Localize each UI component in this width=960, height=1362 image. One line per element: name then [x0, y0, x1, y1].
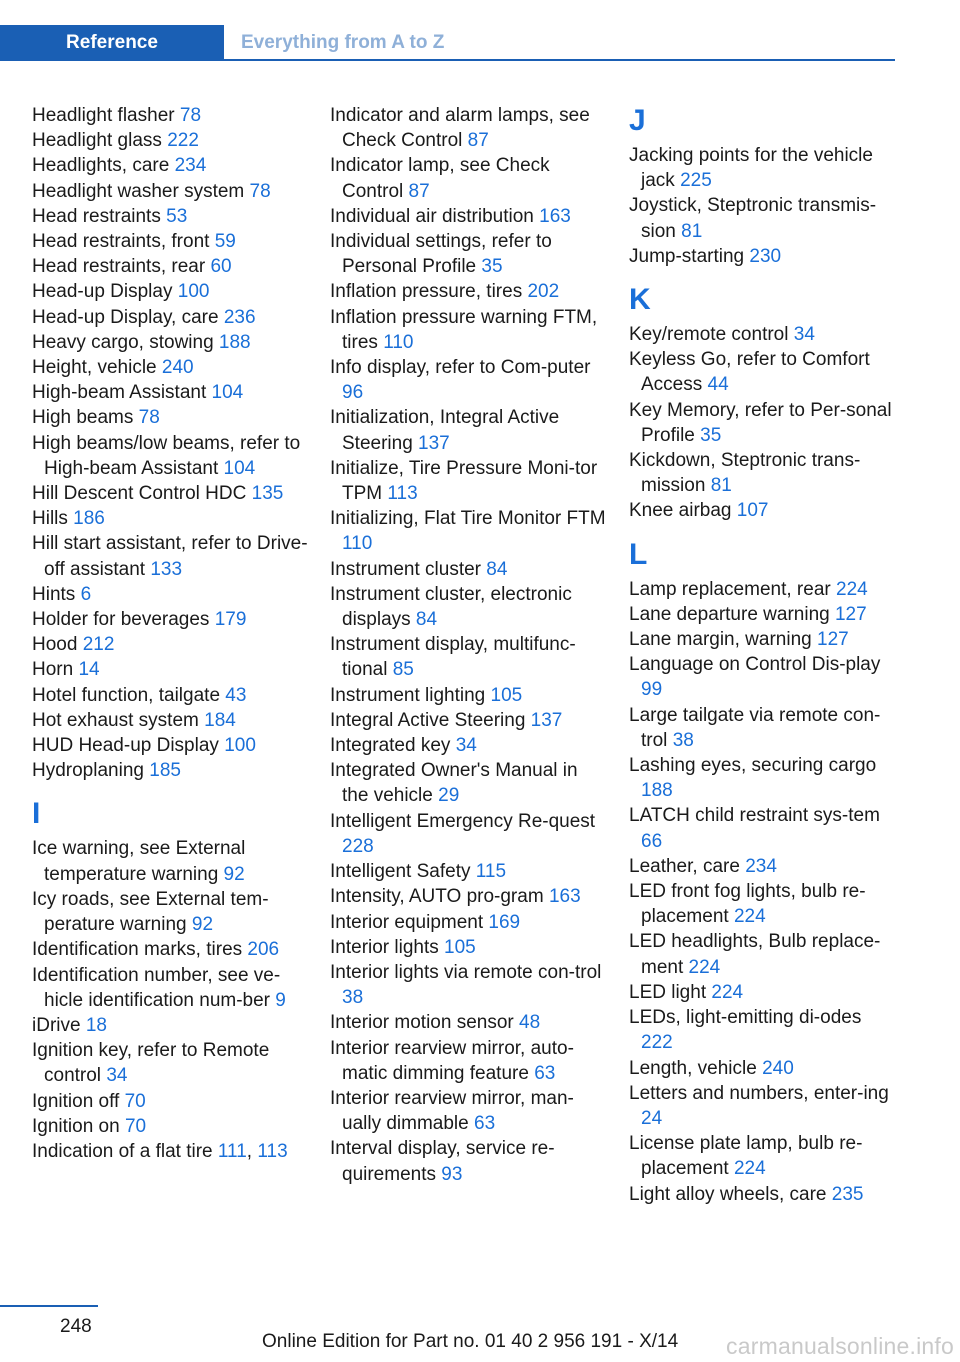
entry-term: HUD Head-up Display	[32, 735, 225, 757]
entry-term: Initialize, Tire Pressure Moni‐tor TPM	[330, 457, 598, 505]
page-link[interactable]: 137	[530, 709, 563, 731]
index-entry	[629, 929, 897, 979]
index-entry	[32, 330, 310, 355]
page-link[interactable]: 206	[247, 939, 280, 961]
watermark: carmanualsonline.info	[726, 1333, 954, 1359]
page-link[interactable]: 34	[455, 735, 477, 757]
page-link[interactable]: 188	[641, 780, 673, 802]
index-entry	[32, 1089, 310, 1114]
page-link[interactable]: 14	[78, 659, 100, 681]
page-link[interactable]: 34	[106, 1065, 128, 1087]
page-link[interactable]: 234	[174, 155, 207, 177]
page-link[interactable]: 66	[641, 830, 663, 852]
page-link[interactable]: 78	[249, 180, 271, 202]
entry-term: Heavy cargo, stowing	[32, 331, 219, 353]
index-entry	[32, 380, 310, 405]
index-entry	[629, 244, 897, 269]
entry-term: Head restraints, front	[32, 231, 215, 253]
entry-term: LED light	[629, 981, 712, 1003]
index-entry	[629, 143, 897, 193]
page-link[interactable]: 104	[223, 457, 256, 479]
entry-term: Identification marks, tires	[32, 939, 248, 961]
page-link[interactable]: 43	[225, 684, 247, 706]
page-link[interactable]: 127	[834, 603, 867, 625]
page-link[interactable]: 222	[167, 130, 199, 152]
page-link[interactable]: 202	[527, 281, 560, 303]
entry-term: Keyless Go, refer to Comfort Access	[629, 349, 870, 396]
index-entry	[32, 708, 310, 733]
entry-term: Indication of a flat tire	[32, 1140, 218, 1162]
page-link[interactable]: 225	[680, 170, 712, 192]
index-entry	[330, 809, 608, 859]
page-header	[0, 25, 895, 61]
page-link[interactable]: 212	[82, 634, 115, 656]
index-entry	[32, 657, 310, 682]
index-entry	[330, 632, 608, 682]
index-entry	[330, 103, 608, 153]
entry-term: High beams	[32, 407, 139, 429]
entry-term: Head restraints	[32, 205, 167, 227]
index-column-1	[32, 103, 310, 1164]
page-link[interactable]: 235	[831, 1183, 864, 1205]
entry-term: Hotel function, tailgate	[32, 684, 226, 706]
page-link[interactable]: 84	[486, 558, 508, 580]
page-link[interactable]: 96	[342, 382, 364, 404]
entry-term: Interior motion sensor	[330, 1012, 520, 1034]
section-breadcrumb[interactable]: Everything from A to Z	[241, 32, 445, 53]
index-entry	[330, 279, 608, 304]
page-link[interactable]: 100	[224, 735, 256, 757]
index-entry	[330, 582, 608, 632]
page-link[interactable]: 113	[257, 1140, 288, 1162]
page-link[interactable]: 85	[392, 659, 414, 681]
index-entry	[32, 632, 310, 657]
page-link[interactable]: 111	[217, 1140, 247, 1162]
entry-term: Individual air distribution	[330, 205, 540, 227]
index-entry	[32, 204, 310, 229]
page-link[interactable]: 224	[733, 906, 766, 928]
entry-term: Hill Descent Control HDC	[32, 483, 252, 505]
index-entry	[330, 557, 608, 582]
page-link[interactable]: 133	[150, 558, 183, 580]
page-link[interactable]: 70	[124, 1090, 146, 1112]
page-link[interactable]: 186	[73, 508, 105, 530]
index-letter-heading: I	[32, 797, 41, 831]
page-link[interactable]: 6	[80, 583, 92, 605]
page-link[interactable]: 63	[474, 1113, 496, 1135]
page-link[interactable]: 92	[223, 863, 245, 885]
page-link[interactable]: 224	[711, 981, 744, 1003]
entry-term: Indicator lamp, see Check Control	[330, 155, 550, 202]
entry-term: LEDs, light-emitting di‐odes	[629, 1007, 862, 1029]
entry-term: Hood	[32, 634, 83, 656]
entry-term: High beams/low beams, refer to High-beam Assistant	[32, 432, 301, 479]
entry-term: Horn	[32, 659, 79, 681]
page-link[interactable]: 137	[418, 432, 450, 454]
page-link[interactable]: 99	[641, 679, 663, 701]
index-entry	[330, 405, 608, 455]
index-entry	[32, 758, 310, 783]
entry-term: Initializing, Flat Tire Monitor FTM	[330, 508, 606, 530]
entry-term: Letters and numbers, enter‐ing	[629, 1082, 889, 1104]
page-link[interactable]: 224	[733, 1158, 766, 1180]
page-link[interactable]: 63	[534, 1062, 556, 1084]
index-entry	[32, 179, 310, 204]
page-link[interactable]: 230	[749, 245, 782, 267]
entry-term: Key Memory, refer to Per‐sonal Profile	[629, 399, 892, 446]
entry-term: Length, vehicle	[629, 1057, 763, 1079]
page-link[interactable]: 224	[688, 956, 721, 978]
entry-term: Leather, care	[629, 855, 746, 877]
index-column-2	[330, 103, 608, 1187]
index-entry	[32, 1038, 310, 1088]
index-entry	[330, 683, 608, 708]
entry-term: Joystick, Steptronic transmis‐sion	[629, 195, 877, 242]
entry-term: Initialization, Integral Active Steering	[330, 407, 560, 454]
index-entry	[32, 481, 310, 506]
entry-term: iDrive	[32, 1014, 86, 1036]
index-entry	[32, 836, 310, 886]
page-link[interactable]: 24	[641, 1107, 663, 1129]
page-link[interactable]: 48	[519, 1012, 541, 1034]
index-entry	[629, 448, 897, 498]
index-entry	[330, 456, 608, 506]
page-link[interactable]: 34	[793, 324, 815, 346]
page-link[interactable]: 222	[641, 1032, 673, 1054]
page-link[interactable]: 110	[342, 533, 373, 555]
entry-term: Instrument display, multifunc‐tional	[330, 634, 576, 681]
entry-term: License plate lamp, bulb re‐placement	[629, 1133, 863, 1180]
entry-term: Interior lights via remote con‐trol	[330, 961, 602, 983]
page-number: 248	[60, 1316, 92, 1337]
page-link[interactable]: 184	[204, 709, 236, 731]
entry-term: Indicator and alarm lamps, see Check Control	[330, 105, 590, 152]
entry-term: Ice warning, see External temperature warning	[32, 838, 246, 885]
index-letter-heading: L	[629, 537, 648, 571]
entry-term: Integrated Owner's Manual in the vehicle	[330, 760, 578, 807]
page-link[interactable]: 35	[700, 424, 722, 446]
page-link[interactable]: 87	[467, 130, 489, 152]
entry-term: Integral Active Steering	[330, 709, 531, 731]
index-entry	[629, 498, 897, 523]
entry-term: Head-up Display, care	[32, 306, 224, 328]
entry-term: Lane departure warning	[629, 603, 835, 625]
index-letter-heading: K	[629, 283, 651, 317]
index-entry	[629, 753, 897, 803]
index-entry	[32, 683, 310, 708]
index-entry	[629, 322, 897, 347]
page-link[interactable]: 240	[762, 1057, 794, 1079]
entry-term: Jacking points for the vehicle jack	[629, 145, 873, 192]
entry-term: Interior equipment	[330, 911, 489, 933]
index-entry	[32, 887, 310, 937]
entry-term: Interior rearview mirror, man‐ually dimmable	[330, 1087, 574, 1135]
page-link[interactable]: 60	[210, 256, 232, 278]
entry-term: Inflation pressure warning FTM, tires	[330, 306, 598, 353]
index-entry	[330, 204, 608, 229]
entry-term: Identification number, see ve‐hicle identification num‐ber	[32, 964, 281, 1011]
index-entry	[32, 937, 310, 962]
index-entry	[330, 355, 608, 405]
index-entry	[32, 229, 310, 254]
index-entry	[330, 1086, 608, 1136]
entry-term: Ignition off	[32, 1090, 125, 1112]
index-entry	[629, 193, 897, 243]
index-entry	[32, 103, 310, 128]
index-entry	[32, 305, 310, 330]
page-link[interactable]: 100	[177, 281, 210, 303]
index-entry	[32, 1114, 310, 1139]
page-link[interactable]: 236	[223, 306, 256, 328]
entry-term: Info display, refer to Com‐puter	[330, 357, 591, 379]
entry-term: Hydroplaning	[32, 760, 150, 782]
entry-term: Intensity, AUTO pro‐gram	[330, 886, 549, 908]
index-entry	[330, 229, 608, 279]
entry-term: Interior rearview mirror, auto‐matic dimming feature	[330, 1037, 574, 1084]
index-entry	[330, 506, 608, 556]
index-entry	[330, 884, 608, 909]
entry-term: Instrument cluster	[330, 558, 487, 580]
index-letter-heading: J	[629, 104, 646, 137]
entry-term: Holder for beverages	[32, 609, 215, 631]
entry-term: Ignition key, refer to Remote control	[32, 1040, 270, 1087]
index-entry	[330, 733, 608, 758]
page-link[interactable]: 92	[191, 914, 214, 936]
index-entry	[32, 963, 310, 1013]
index-entry	[330, 708, 608, 733]
entry-term: Inflation pressure, tires	[330, 281, 528, 303]
page-link[interactable]: 224	[836, 578, 868, 600]
page-link[interactable]: 185	[149, 760, 181, 782]
index-entry	[32, 355, 310, 380]
index-entry	[32, 254, 310, 279]
entry-term: Intelligent Safety	[330, 861, 476, 883]
entry-term: Headlight washer system	[32, 180, 250, 202]
entry-term: Ignition on	[32, 1115, 125, 1137]
index-entry	[629, 854, 897, 879]
entry-term: Head-up Display	[32, 281, 178, 303]
page-link[interactable]: 188	[218, 331, 251, 353]
index-entry	[32, 153, 310, 178]
index-entry	[629, 347, 897, 397]
index-column-3	[629, 103, 897, 1207]
page-separator: ,	[246, 1140, 258, 1162]
index-entry	[32, 531, 310, 581]
page-link[interactable]: 105	[490, 684, 523, 706]
page-link[interactable]: 35	[481, 256, 503, 278]
index-entry	[32, 1139, 310, 1164]
index-entry	[629, 1081, 897, 1131]
page-link[interactable]: 38	[342, 987, 364, 1009]
index-entry	[629, 1056, 897, 1081]
index-entry	[629, 1005, 897, 1055]
page-link[interactable]: 81	[710, 475, 732, 497]
index-entry	[32, 1013, 310, 1038]
entry-term: Large tailgate via remote con‐trol	[629, 704, 881, 751]
index-entry	[32, 431, 310, 481]
index-entry	[330, 910, 608, 935]
page-link[interactable]: 104	[211, 382, 244, 404]
entry-term: LED front fog lights, bulb re‐placement	[629, 881, 866, 928]
index-entry	[32, 279, 310, 304]
index-entry	[330, 859, 608, 884]
entry-term: Key/remote control	[629, 324, 794, 346]
index-entry	[629, 703, 897, 753]
index-entry	[629, 803, 897, 853]
entry-term: Integrated key	[330, 735, 456, 757]
page-link[interactable]: 78	[138, 407, 160, 429]
page-link[interactable]: 127	[817, 629, 849, 651]
page-link[interactable]: 81	[681, 220, 703, 242]
entry-term: Headlight glass	[32, 130, 168, 152]
index-entry	[629, 1131, 897, 1181]
index-entry	[330, 758, 608, 808]
entry-term: Interval display, service re‐quirements	[330, 1138, 555, 1185]
entry-term: Lamp replacement, rear	[629, 578, 836, 600]
index-entry	[330, 305, 608, 355]
page-link[interactable]: 113	[387, 483, 418, 505]
entry-term: LED headlights, Bulb replace‐ment	[629, 931, 881, 978]
index-entry	[32, 128, 310, 153]
entry-term: Instrument cluster, electronic displays	[330, 583, 572, 631]
page-link[interactable]: 234	[745, 855, 777, 877]
entry-term: Interior lights	[330, 936, 445, 958]
page-link[interactable]: 38	[672, 729, 694, 751]
entry-term: Light alloy wheels, care	[629, 1183, 832, 1205]
page-link[interactable]: 93	[441, 1163, 463, 1185]
entry-term: Height, vehicle	[32, 357, 162, 379]
page-link[interactable]: 44	[707, 374, 729, 396]
index-entry	[629, 398, 897, 448]
entry-term: LATCH child restraint sys‐tem	[629, 805, 880, 827]
index-entry	[629, 1182, 897, 1207]
page-link[interactable]: 70	[124, 1115, 147, 1137]
page-link[interactable]: 84	[415, 609, 438, 631]
page-link[interactable]: 228	[342, 835, 374, 857]
entry-term: Knee airbag	[629, 500, 737, 522]
index-entry	[330, 1136, 608, 1186]
entry-term: Hills	[32, 508, 74, 530]
index-entry	[330, 1036, 608, 1086]
page-link[interactable]: 240	[161, 357, 194, 379]
page-link[interactable]: 107	[736, 500, 769, 522]
entry-term: Kickdown, Steptronic trans‐mission	[629, 450, 861, 497]
entry-term: Instrument lighting	[330, 684, 491, 706]
entry-term: Hot exhaust system	[32, 709, 205, 731]
section-tab[interactable]: Reference	[0, 25, 224, 61]
index-entry	[32, 607, 310, 632]
index-entry	[32, 582, 310, 607]
page-link[interactable]: 179	[214, 609, 247, 631]
index-entry	[629, 602, 897, 627]
index-entry	[629, 980, 897, 1005]
entry-term: Lashing eyes, securing cargo	[629, 755, 877, 777]
page-link[interactable]: 163	[539, 205, 571, 227]
page-link[interactable]: 163	[548, 886, 581, 908]
page-link[interactable]: 78	[179, 105, 202, 126]
page-link[interactable]: 110	[383, 331, 414, 353]
entry-term: High-beam Assistant	[32, 382, 212, 404]
page-link[interactable]: 105	[444, 936, 476, 958]
page-link[interactable]: 115	[475, 861, 507, 883]
page-link[interactable]: 53	[166, 205, 188, 227]
page-link[interactable]: 59	[214, 231, 236, 253]
index-entry	[32, 405, 310, 430]
entry-term: Language on Control Dis‐play	[629, 654, 881, 676]
index-entry	[32, 733, 310, 758]
index-entry	[629, 879, 897, 929]
index-entry	[330, 960, 608, 1010]
index-entry	[32, 506, 310, 531]
entry-term: Jump-starting	[629, 245, 750, 267]
entry-term: Icy roads, see External tem‐perature warning	[32, 888, 269, 936]
page-link[interactable]: 9	[275, 989, 286, 1011]
footer-rule	[0, 1305, 98, 1307]
page-link[interactable]: 18	[85, 1014, 107, 1036]
index-entry	[629, 577, 897, 602]
entry-term: Hints	[32, 583, 81, 605]
page-link[interactable]: 169	[488, 911, 521, 933]
page-link[interactable]: 135	[251, 483, 284, 505]
entry-term: Headlights, care	[32, 155, 175, 177]
entry-term: Head restraints, rear	[32, 256, 211, 278]
edition-note: Online Edition for Part no. 01 40 2 956 191 - X/14	[262, 1331, 679, 1352]
entry-term: Lane margin, warning	[629, 629, 817, 651]
page-link[interactable]: 87	[408, 180, 430, 202]
entry-term: Individual settings, refer to Personal Profile	[330, 231, 552, 278]
index-entry	[330, 153, 608, 203]
index-entry	[330, 1010, 608, 1035]
entry-term: Headlight flasher	[32, 105, 180, 126]
index-entry	[629, 652, 897, 702]
index-entry	[330, 935, 608, 960]
entry-term: Hill start assistant, refer to Drive-off assistant	[32, 533, 308, 580]
page-link[interactable]: 29	[438, 785, 460, 807]
index-entry	[629, 627, 897, 652]
entry-term: Intelligent Emergency Re‐quest	[330, 810, 596, 832]
